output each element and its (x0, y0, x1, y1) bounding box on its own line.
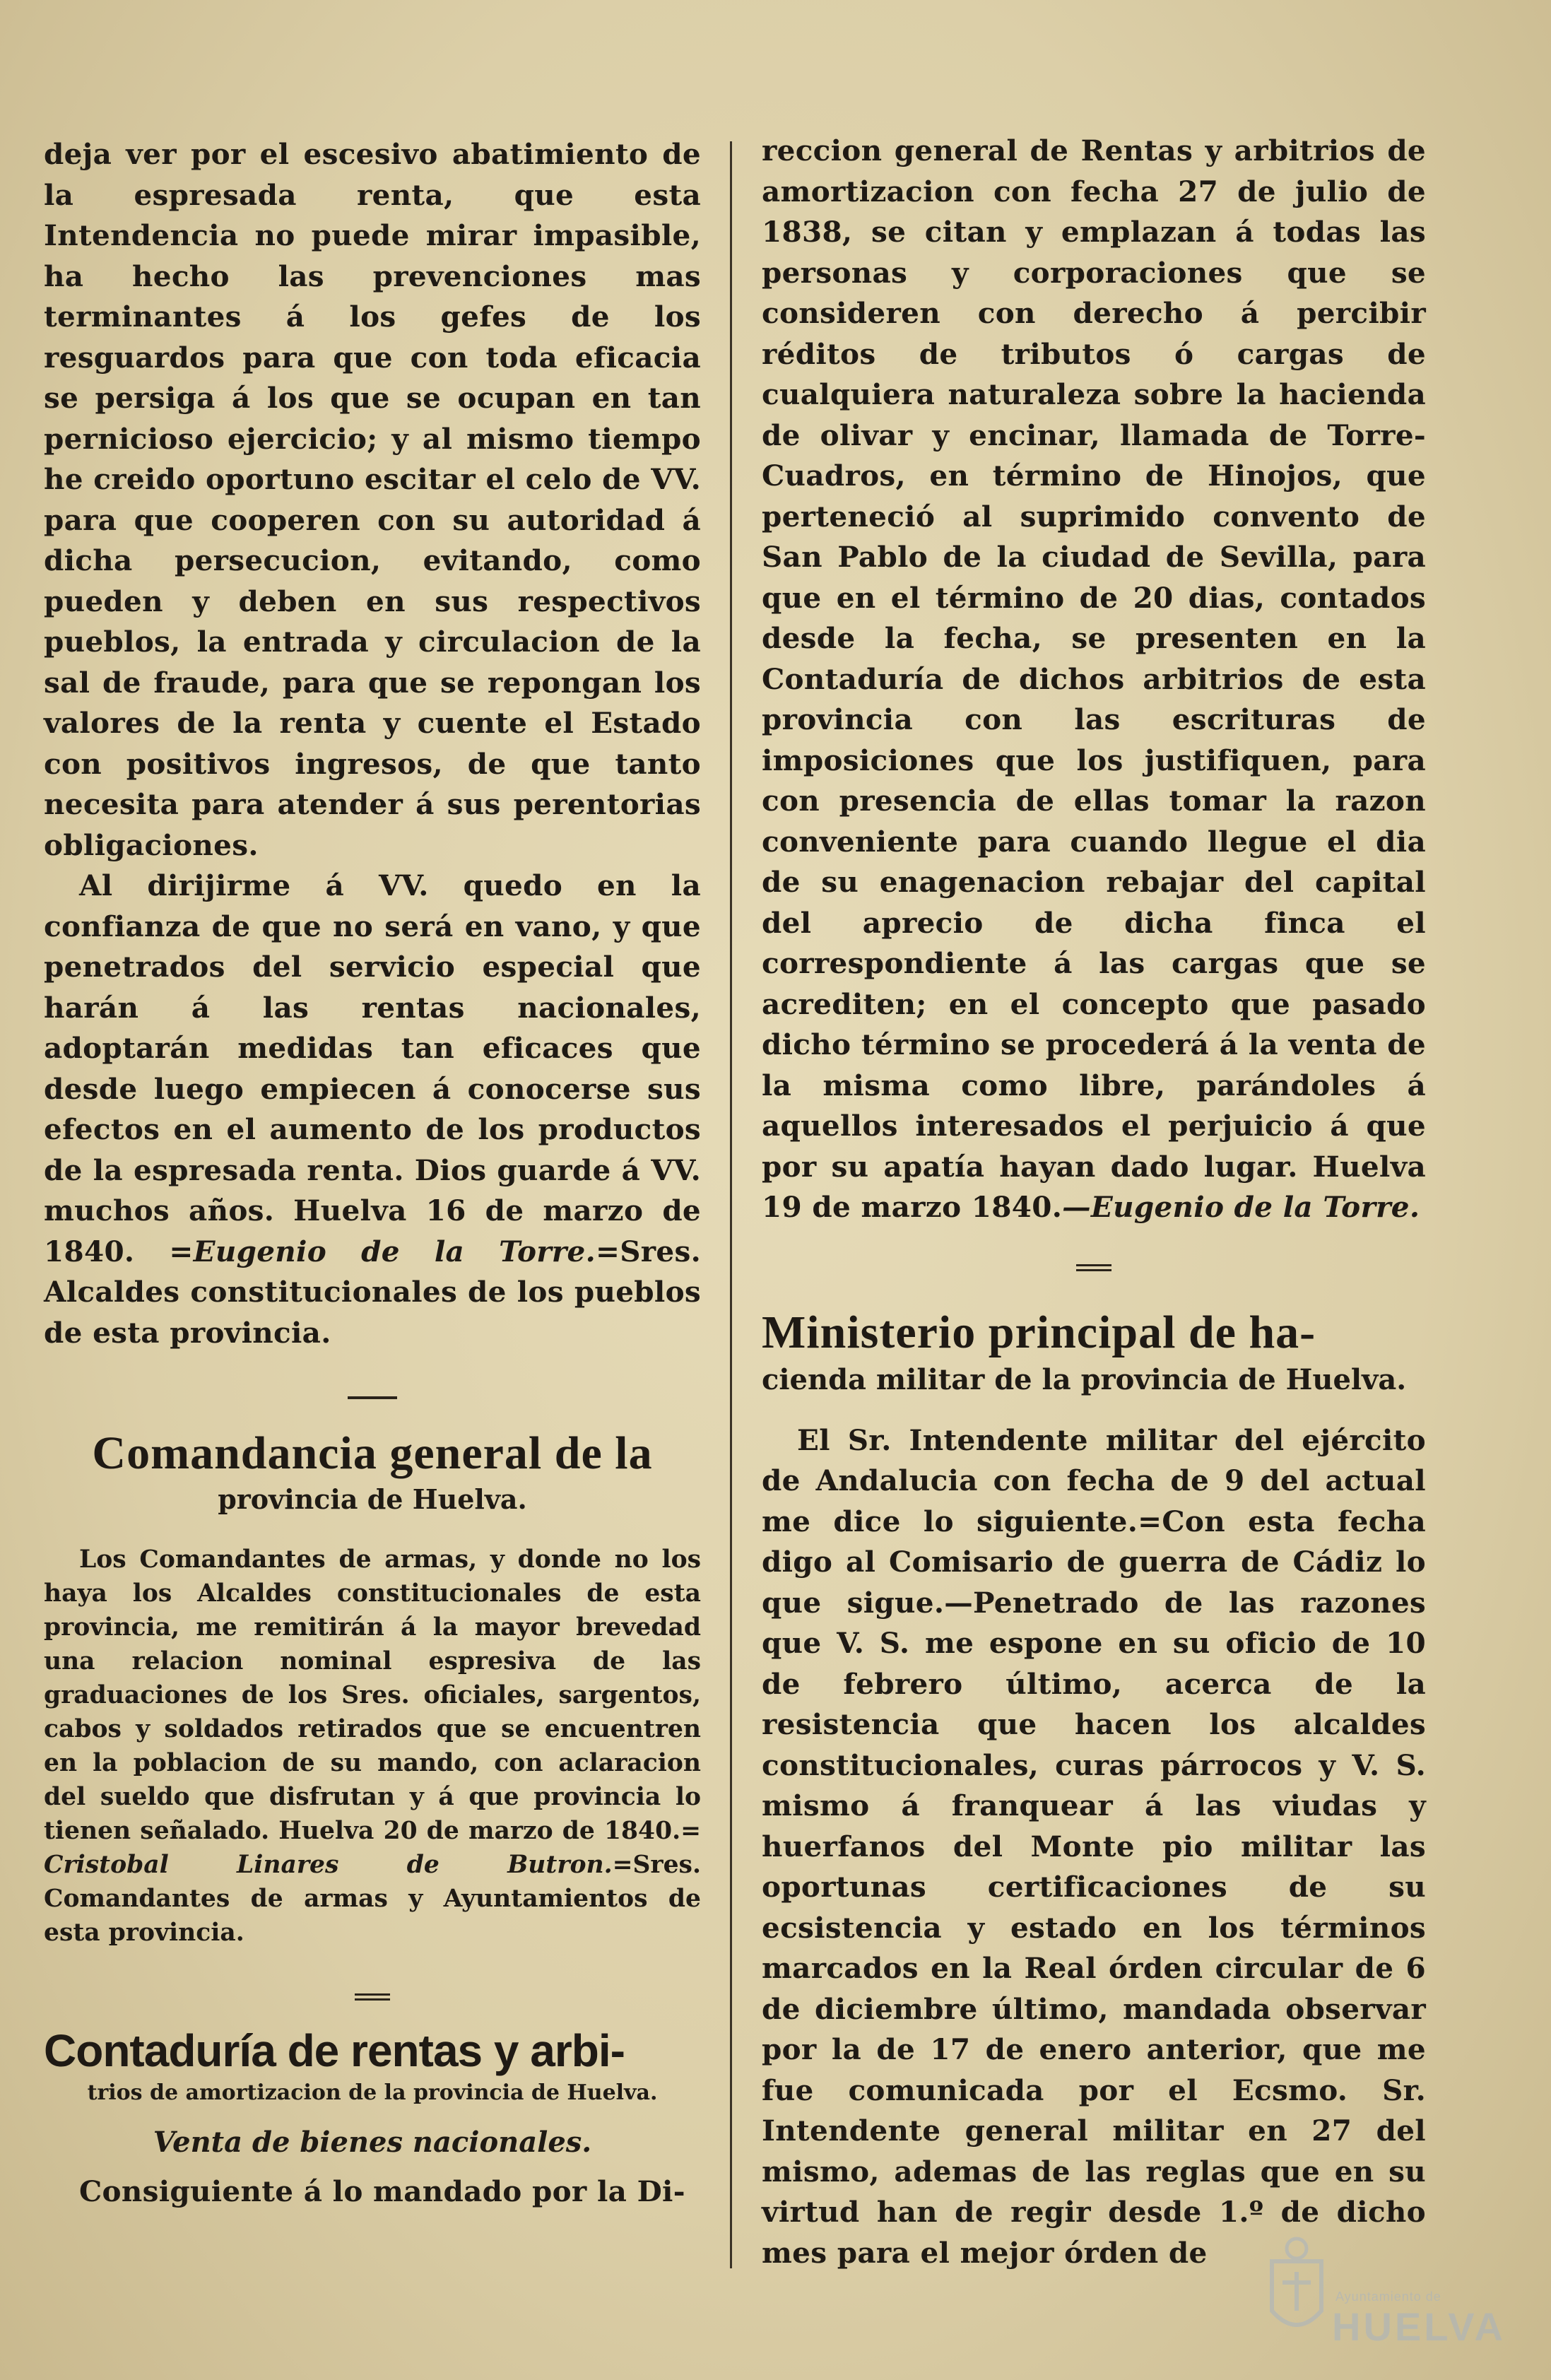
left-signature: =Eugenio de la Torre. (169, 1234, 596, 1268)
section-title-ministerio: Ministerio principal de ha- (762, 1306, 1316, 1358)
watermark-label: HUELVA (1332, 2304, 1506, 2349)
right-paragraph-1: reccion general de Rentas y arbitrios de amortizacion con fecha 27 de julio de 1838, se citan y emplazan á todas las personas y corporaciones que se consideren con derecho á percibir réditos de tributos ó cargas de cualquiera naturaleza sobre la hacienda de olivar y encinar, llamada de Torre-Cuadros, en término de Hinojos, que perteneció al suprimido convento de San Pablo de la ciudad de Sevilla, para que en el término de 20 dias, contados desde la fecha, se presenten en la Contaduría de dichos arbitrios de esta provincia con las escrituras de imposiciones que los justifiquen, para con presencia de ellas tomar la razon conveniente para cuando llegue el dia de su enagenacion rebajar del capital del aprecio de dicha finca el correspondiente á las cargas que se acrediten; en el concepto que pasado dicho término se procederá á la venta de la misma como libre, parándoles á aquellos interesados el perjuicio á que por su apatía hayan dado lugar. Huelva 19 de marzo 1840.—Eugenio de la Torre. (762, 134, 1426, 1224)
right-signature: —Eugenio de la Torre. (1062, 1190, 1420, 1224)
section-italic-venta: Venta de bienes nacionales. (153, 2126, 592, 2159)
city-hall-watermark (1265, 2233, 1506, 2353)
ministerio-body: El Sr. Intendente militar del ejército de Andalucia con fecha de 9 del actual me dice lo siguiente.=Con esta fecha digo al Comisario de guerra de Cádiz lo que sigue.—Penetrado de las razones que V. S. me espone en su oficio de 10 de febrero último, acerca de la resistencia que hacen los alcaldes constitucionales, curas párrocos y V. S. mismo á franquear á las viudas y huerfanos del Monte pio militar las oportunas certificaciones de su ecsistencia y estado en los términos marcados en la Real órden circular de 6 de diciembre último, mandada observar por la de 17 de enero anterior, que me fue comunicada por el Ecsmo. Sr. Intendente general militar en 27 del mismo, ademas de las reglas que en su virtud han de regir desde 1.º de dicho mes para el mejor órden de (762, 1422, 1426, 2270)
section-title-contaduria: Contaduría de rentas y arbi- (44, 2025, 625, 2076)
double-separator-right (762, 1249, 1426, 1278)
section-subtitle-contaduria: trios de amortizacion de la provincia de Huelva. (87, 2080, 658, 2105)
left-paragraph-2: Al dirijirme á VV. quedo en la confianza de que no será en vano, y que penetrados del servicio especial que harán á las rentas nacionales, adoptarán medidas tan eficaces que desde luego empiecen á conocerse sus efectos en el aumento de los productos de la espresada renta. Dios guarde á VV. muchos años. Huelva 16 de marzo de 1840. =Eugenio de la Torre.=Sres. Alcaldes constitucionales de los pueblos de esta provincia. (44, 868, 701, 1350)
right-column (762, 131, 1426, 2273)
section-subtitle-ministerio: cienda militar de la provincia de Huelva. (762, 1362, 1407, 1396)
left-column (44, 134, 701, 2213)
separator (44, 1382, 701, 1410)
section-title-comandancia: Comandancia general de la (92, 1427, 653, 1479)
left-paragraph-1: deja ver por el escesivo abatimiento de la espresada renta, que esta Intendencia no puede mirar impasible, ha hecho las prevenciones mas terminantes á los gefes de los resguardos para que con toda eficacia se persiga á los que se ocupan en tan pernicioso ejercicio; y al mismo tiempo he creido oportuno escitar el celo de VV. para que cooperen con su autoridad á dicha persecucion, evitando, como pueden y deben en sus respectivos pueblos, la entrada y circulacion de la sal de fraude, para que se repongan los valores de la renta y cuente el Estado con positivos ingresos, de que tanto necesita para atender á sus perentorias obligaciones. (44, 137, 701, 862)
double-separator (44, 1978, 701, 2006)
section-subtitle-comandancia: provincia de Huelva. (218, 1483, 527, 1515)
comandancia-body: Los Comandantes de armas, y donde no los haya los Alcaldes constitucionales de esta provincia, me remitirán á la mayor brevedad una relacion nominal espresiva de las graduaciones de los Sres. oficiales, sargentos, cabos y soldados retirados que se encuentren en la poblacion de su mando, con aclaracion del sueldo que disfrutan y á que provincia lo tienen señalado. Huelva 20 de marzo de 1840.= Cristobal Linares de Butron.=Sres. Comandantes de armas y Ayuntamientos de esta provincia. (44, 1545, 701, 1947)
comandancia-signature: Cristobal Linares de Butron. (44, 1851, 613, 1879)
contaduria-body: Consiguiente á lo mandado por la Di- (79, 2174, 685, 2208)
column-divider (730, 141, 732, 2268)
crest-icon (1265, 2233, 1328, 2339)
watermark-sublabel: Ayuntamiento de (1335, 2290, 1441, 2304)
